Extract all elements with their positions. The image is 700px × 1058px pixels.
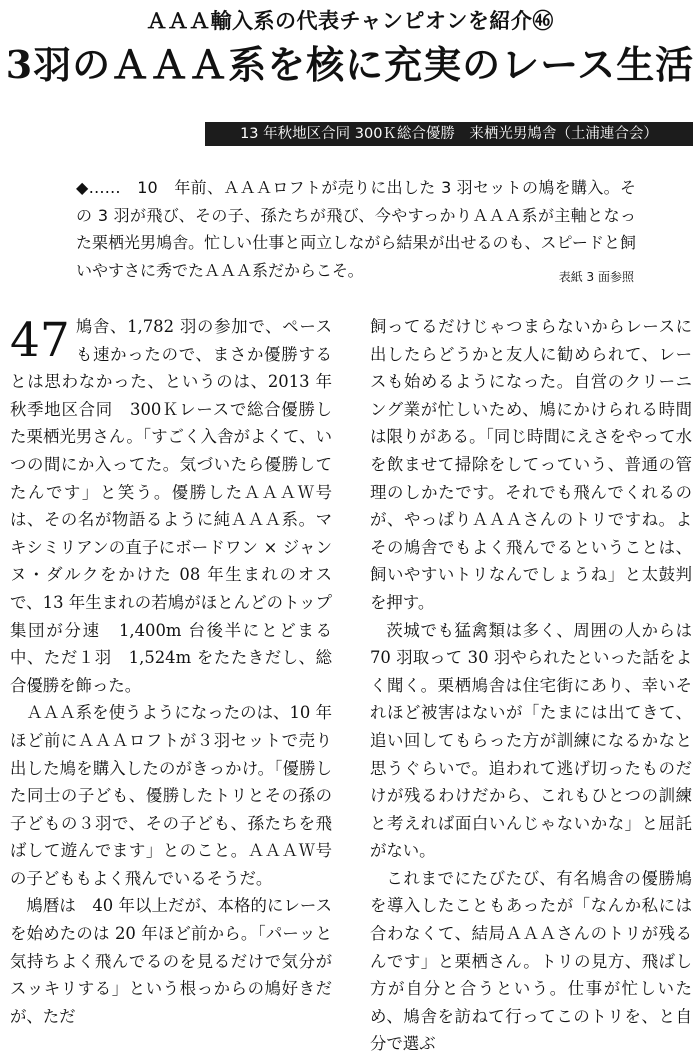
article-paragraph-2: ＡＡＡ系を使うようになったのは、10 年ほど前にＡＡＡロフトが３羽セットで売り出した鳩を購入したのがきっかけ。「優勝した同士の子ども、優勝したトリとその孫の子どもの３羽で、その子ども、孫たちを飛ばして遊んでます」とのこと。ＡＡＡＷ号の子どももよく飛んでいるそうだ。 bbox=[10, 703, 332, 888]
article-paragraph-4: 飼ってるだけじゃつまらないからレースに出したらどうかと友人に勧められて、レースも始めるようになった。自営のクリーニング業が忙しいため、鳩にかけられる時間は限りがある。「同じ時間にえさをやって水を飲ませて掃除をしてっていう、普通の管理のしかたです。それでも飛んでくれるのが、やっぱりＡＡＡさんのトリですね。よその鳩舎でもよく飛んでるということは、飼いやすいトリなんでしょうね」と太鼓判を押す。 bbox=[370, 317, 692, 612]
article-title: 3羽のＡＡＡ系を核に充実のレース生活 bbox=[5, 42, 695, 87]
paragraph-1-text: 鳩舎、1,782 羽の参加で、ペースも速かったので、まさか優勝するとは思わなかった、というのは、2013 年秋季地区合同 300Ｋレースで総合優勝した栗栖光男さん。「すごく入舎がよくて、いつの間にか入ってた。気づいたら優勝してたんです」と笑う。優勝したＡＡＡＷ号は、その名が物語るように純ＡＡＡ系。マキシミリアンの直子にボードワン × ジャンヌ・ダルクをかけた 08 年生まれのオスで、13 年生まれの若鳩がほとんどのトップ集団が分速 1,400m 台後半にとどまる中、ただ１羽 1,524m をたたきだし、総合優勝を飾った。 bbox=[10, 317, 332, 695]
article-column-left bbox=[10, 313, 332, 1030]
article-subtitle: ＡＡＡ輸入系の代表チャンピオンを紹介㊻ bbox=[146, 9, 554, 33]
result-info-bar: 13 年秋地区合同 300Ｋ総合優勝 来栖光男鳩舎（土浦連合会） bbox=[205, 122, 693, 146]
article-column-right bbox=[370, 313, 692, 1058]
article-paragraph-3: 鳩暦は 40 年以上だが、本格的にレースを始めたのは 20 年ほど前から。「パーッと気持ちよく飛んでるのを見るだけで気分がスッキリする」という根っからの鳩好きだが、ただ bbox=[10, 896, 332, 1026]
article-paragraph-1 bbox=[10, 313, 332, 699]
drop-cap-number: 47 bbox=[10, 313, 70, 368]
article-paragraph-6: これまでにたびたび、有名鳩舎の優勝鳩を導入したこともあったが「なんか私には合わなくて、結局ＡＡＡさんのトリが残るんです」と栗栖さん。トリの見方、飛ばし方が自分と合うという。仕事が忙しいため、鳩舎を訪ねて行ってこのトリを、と自分で選ぶ bbox=[370, 868, 692, 1054]
lead-paragraph: ◆…… 10 年前、ＡＡＡロフトが売りに出した 3 羽セットの鳩を購入。その 3 羽が飛び、その子、孫たちが飛び、今やすっかりＡＡＡ系が主軸となった栗栖光男鳩舎。忙しい仕事と両立しながら結果が出せるのも、スピードと飼いやすさに秀でたＡＡＡ系だからこそ。 bbox=[76, 178, 636, 280]
cover-reference-note: 表紙 3 面参照 bbox=[558, 270, 634, 284]
article-paragraph-5: 茨城でも猛禽類は多く、周囲の人からは 70 羽取って 30 羽やられたといった話をよく聞く。栗栖鳩舎は住宅街にあり、幸いそれほど被害はないが「たまには出てきて、追い回してもらった方が訓練になるかなと思うぐらいで。追われて逃げ切ったものだけが残るわけだから、これもひとつの訓練と考えれば面白いんじゃないかな」と屈託がない。 bbox=[370, 620, 692, 861]
